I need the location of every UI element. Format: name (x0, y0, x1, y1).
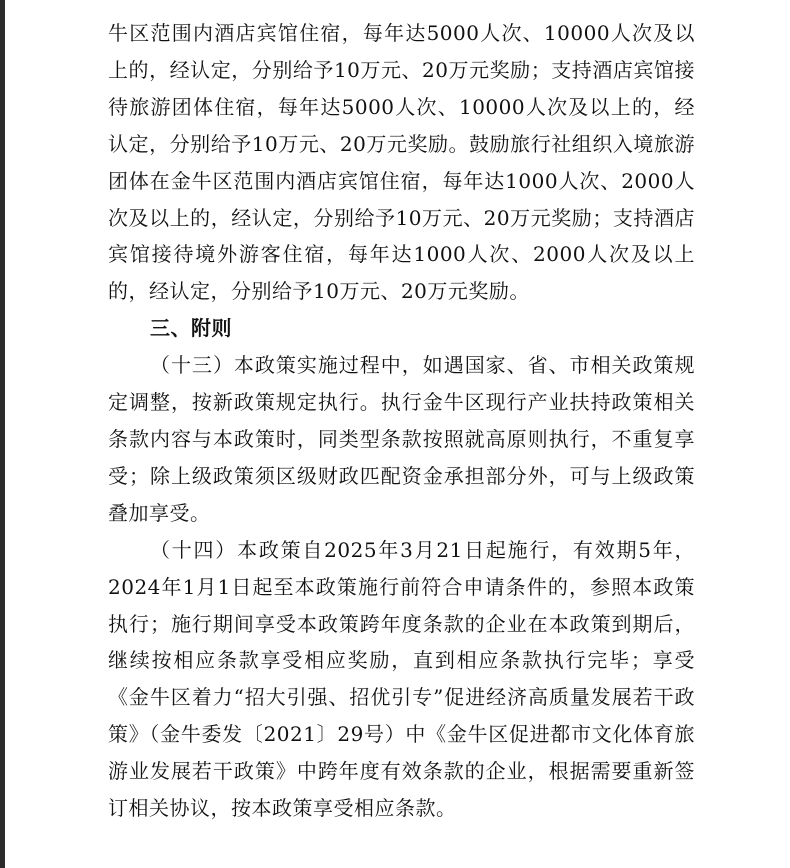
clause-13-paragraph: （十三）本政策实施过程中，如遇国家、省、市相关政策规定调整，按新政策规定执行。执行金牛区现行产业扶持政策相关条款内容与本政策时，同类型条款按照就高原则执行，不重复享受；除上级政策须区级财政匹配资金承担部分外，可与上级政策叠加享受。 (108, 353, 695, 525)
section-heading-supplementary-provisions: 三、附则 (150, 316, 232, 341)
paragraph-continued-hotel-rewards: 牛区范围内酒店宾馆住宿，每年达5000人次、10000人次及以上的，经认定，分别给予10万元、20万元奖励；支持酒店宾馆接待旅游团体住宿，每年达5000人次、10000人次及以上的，经认定，分别给予10万元、20万元奖励。鼓励旅行社组织入境旅游团体在金牛区范围内酒店宾馆住宿，每年达1000人次、2000人次及以上的，经认定，分别给予10万元、20万元奖励；支持酒店宾馆接待境外游客住宿，每年达1000人次、2000人次及以上的，经认定，分别给予10万元、20万元奖励。 (108, 21, 695, 304)
clause-14-paragraph: （十四）本政策自2025年3月21日起施行，有效期5年，2024年1月1日起至本政策施行前符合申请条件的，参照本政策执行；施行期间享受本政策跨年度条款的企业在本政策到期后，继续按相应条款享受相应奖励，直到相应条款执行完毕；享受《金牛区着力“招大引强、招优引专”促进经济高质量发展若干政策》（金牛委发〔2021〕29号）中《金牛区促进都市文化体育旅游业发展若干政策》中跨年度有效条款的企业，根据需要重新签订相关协议，按本政策享受相应条款。 (108, 537, 695, 821)
